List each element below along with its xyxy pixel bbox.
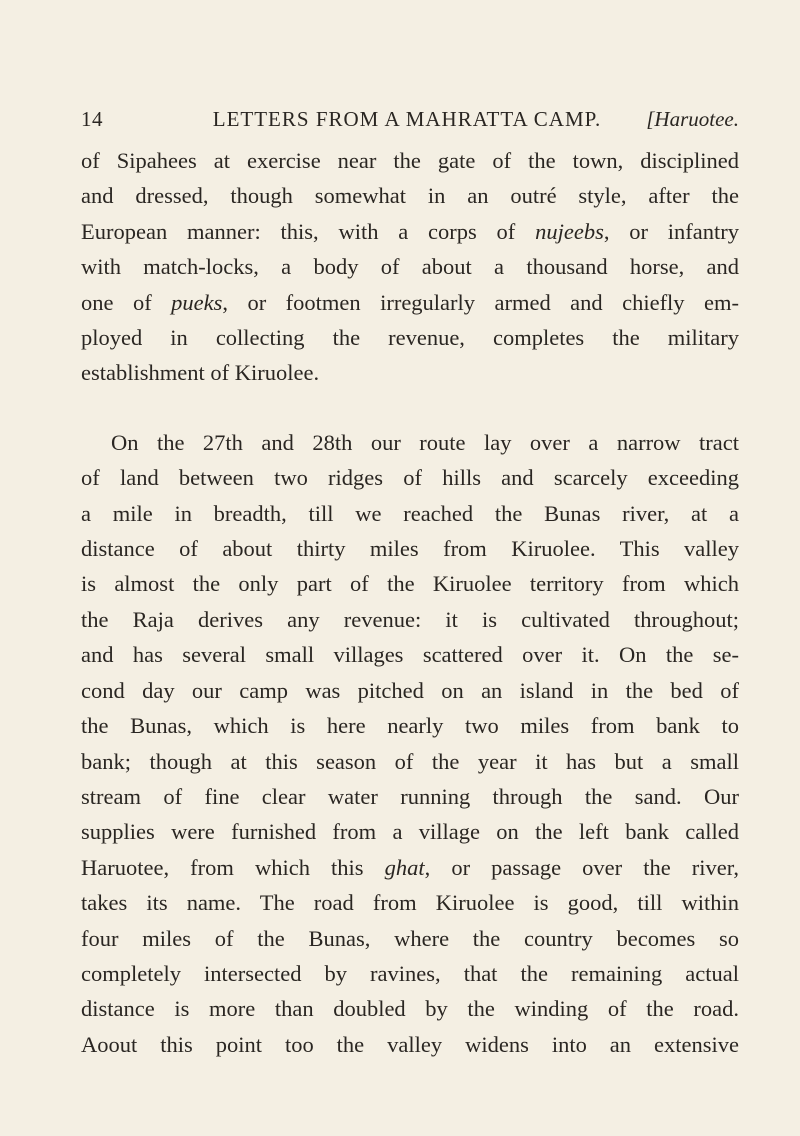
italic-term: ghat	[384, 854, 425, 880]
text-line: Aoout this point too the valley widens into an extensive	[81, 1031, 739, 1057]
text-line: is almost the only part of the Kiruolee territory from which	[81, 571, 739, 597]
text-line: of land between two ridges of hills and scarcely exceeding	[81, 465, 739, 491]
italic-term: nujeebs	[535, 218, 604, 244]
paragraph-2	[81, 425, 739, 1062]
text-line: the Bunas, which is here nearly two miles from bank to	[81, 713, 739, 739]
section-name: [Haruotee.	[646, 107, 739, 131]
text-line: Haruotee, from which this ghat, or passage over the river,	[81, 854, 739, 880]
text-line: cond day our camp was pitched on an island in the bed of	[81, 677, 739, 703]
page-number: 14	[81, 107, 103, 131]
running-head	[81, 107, 739, 137]
text-line: four miles of the Bunas, where the country becomes so	[81, 925, 739, 951]
text-line: ployed in collecting the revenue, completes the military	[81, 325, 739, 351]
text-line: a mile in breadth, till we reached the Bunas river, at a	[81, 500, 739, 526]
text-line: On the 27th and 28th our route lay over a narrow tract	[111, 429, 739, 455]
running-title: LETTERS FROM A MAHRATTA CAMP.	[212, 107, 602, 131]
body-text	[81, 143, 739, 1062]
text-line: distance is more than doubled by the winding of the road.	[81, 996, 739, 1022]
text-line: establishment of Kiruolee.	[81, 360, 320, 386]
text-line: bank; though at this season of the year it has but a small	[81, 748, 739, 774]
text-line: of Sipahees at exercise near the gate of the town, disciplined	[81, 148, 739, 173]
paragraph-1	[81, 143, 739, 391]
text-line: and dressed, though somewhat in an outré style, after the	[81, 183, 739, 209]
italic-term: pueks	[171, 289, 223, 315]
text-line: and has several small villages scattered over it. On the se-	[81, 642, 739, 668]
text-line: supplies were furnished from a village on the left bank called	[81, 819, 739, 845]
text-line: European manner: this, with a corps of nujeebs, or infantry	[81, 218, 740, 244]
text-line: one of pueks, or footmen irregularly armed and chiefly em-	[81, 289, 739, 315]
text-line: takes its name. The road from Kiruolee is good, till within	[81, 890, 739, 916]
text-line: completely intersected by ravines, that the remaining actual	[81, 960, 739, 986]
text-line: distance of about thirty miles from Kiruolee. This valley	[81, 536, 739, 562]
text-line: with match-locks, a body of about a thousand horse, and	[81, 254, 739, 280]
text-line: the Raja derives any revenue: it is cultivated throughout;	[81, 606, 739, 632]
text-line: stream of fine clear water running through the sand. Our	[81, 783, 739, 809]
